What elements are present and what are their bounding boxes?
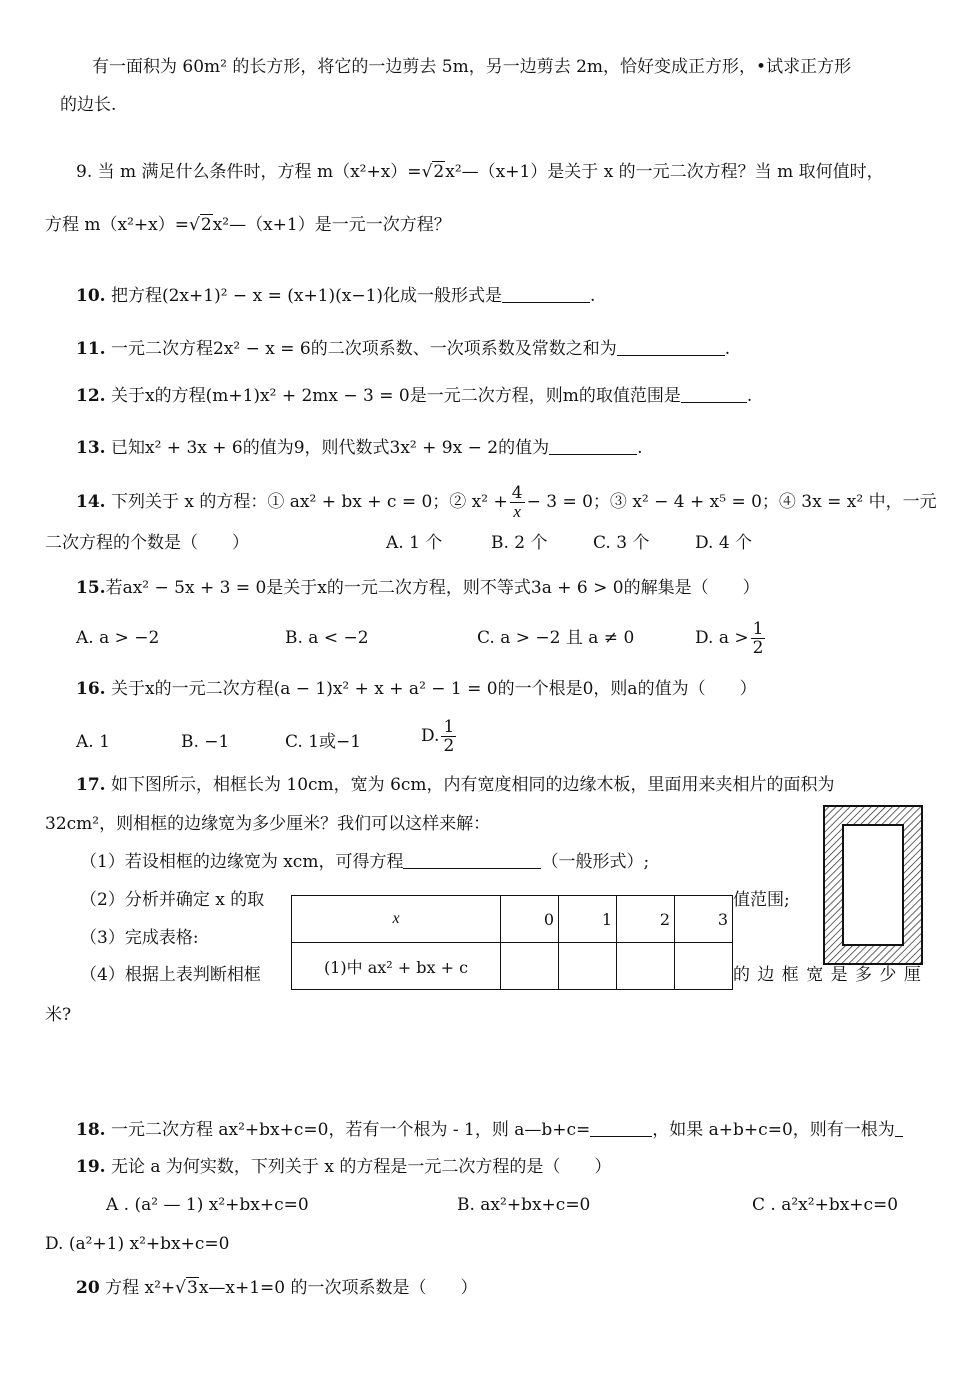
q9-text-b: x²—（x+1）是关于 x 的一元二次方程？当 m 取何值时， bbox=[445, 162, 884, 182]
q16-option-c[interactable]: C. 1或−1 bbox=[285, 732, 362, 752]
table-row-label: (1)中 ax² + bx + c bbox=[292, 943, 501, 990]
q13-answer-blank[interactable] bbox=[549, 436, 637, 455]
q15-option-c[interactable]: C. a > −2 且 a ≠ 0 bbox=[477, 628, 635, 648]
q17-step-4-end: 米? bbox=[45, 1005, 72, 1025]
q13-text: 已知x² + 3x + 6的值为9，则代数式3x² + 9x − 2的值为 bbox=[110, 438, 550, 458]
table-cell-input[interactable] bbox=[559, 943, 617, 990]
q16-option-d[interactable]: D. $\frac{1}{2}$ bbox=[421, 717, 455, 756]
q14-text-a: 下列关于 x 的方程：① ax² + bx + c = 0；② x² + bbox=[110, 492, 508, 512]
q11-text: 一元二次方程2x² − x = 6的二次项系数、一次项系数及常数之和为 bbox=[110, 339, 617, 359]
q12-answer-blank[interactable] bbox=[681, 384, 747, 403]
q9-line2-b: x²—（x+1）是一元一次方程？ bbox=[212, 215, 451, 235]
q18-text-b: ，如果 a+b+c=0，则有一根为 bbox=[652, 1120, 895, 1140]
q15-option-a[interactable]: A. a > −2 bbox=[76, 628, 160, 648]
q13-number: 13. bbox=[76, 438, 106, 458]
q18-text-a: 一元二次方程 ax²+bx+c=0，若有一个根为 - 1，则 a—b+c= bbox=[110, 1120, 591, 1140]
q20-number: 20 bbox=[76, 1278, 100, 1298]
q20-text-b: x—x+1=0 的一次项系数是（ ） bbox=[198, 1278, 478, 1298]
q19-option-c[interactable]: C . a²x²+bx+c=0 bbox=[752, 1195, 899, 1215]
q18-line bbox=[76, 1118, 903, 1142]
q12-number: 12. bbox=[76, 386, 106, 406]
q17-number: 17. bbox=[76, 775, 106, 795]
table-cell-input[interactable] bbox=[501, 943, 559, 990]
fraction-1-over-2: $\frac{1}{2}$ bbox=[752, 619, 764, 658]
q16-text: 关于x的一元二次方程(a − 1)x² + x + a² − 1 = 0的一个根是0，则a的值为（ ） bbox=[110, 679, 757, 699]
q12-line: 12. 关于x的方程(m+1)x² + 2mx − 3 = 0是一元二次方程，则m的取值范围是 . bbox=[76, 386, 753, 406]
q18-number: 18. bbox=[76, 1120, 106, 1140]
q19-number: 19. bbox=[76, 1157, 106, 1177]
q15-number: 15. bbox=[76, 578, 106, 598]
q17-value-table bbox=[291, 895, 733, 990]
q14-line-2: 二次方程的个数是（ ） bbox=[45, 533, 249, 553]
fraction-4-over-x: $\frac{4}{x}$ bbox=[511, 483, 523, 521]
intro-line-2: 的边长. bbox=[60, 95, 117, 115]
q17-step-1: （1）若设相框的边缘宽为 xcm，可得方程 （一般形式）; bbox=[80, 852, 650, 872]
table-header-3: 3 bbox=[675, 896, 733, 943]
q10-text: 把方程(2x+1)² − x = (x+1)(x−1)化成一般形式是 bbox=[110, 286, 503, 306]
q16-line bbox=[76, 677, 757, 701]
table-cell-input[interactable] bbox=[617, 943, 675, 990]
q16-option-a[interactable]: A. 1 bbox=[76, 732, 110, 752]
q13-line: 13. 已知x² + 3x + 6的值为9，则代数式3x² + 9x − 2的值为 . bbox=[76, 438, 643, 458]
q19-line bbox=[76, 1155, 611, 1179]
q10-answer-blank[interactable] bbox=[502, 284, 590, 303]
q14-option-c[interactable]: C. 3 个 bbox=[593, 533, 650, 553]
table-header-x: x bbox=[292, 896, 501, 943]
q9-line2-a: 方程 m（x²+x）= bbox=[45, 215, 190, 235]
q14-line-1 bbox=[76, 484, 937, 521]
table-header-2: 2 bbox=[617, 896, 675, 943]
q9-line-2 bbox=[45, 213, 451, 237]
q19-option-a[interactable]: A . (a² — 1) x²+bx+c=0 bbox=[106, 1195, 309, 1215]
sqrt-2-expression: √2 bbox=[189, 215, 212, 235]
table-row bbox=[292, 896, 733, 943]
q15-text: 若ax² − 5x + 3 = 0是关于x的一元二次方程，则不等式3a + 6 > 0的解集是（ ） bbox=[105, 578, 760, 598]
table-header-0: 0 bbox=[501, 896, 559, 943]
q10-number: 10. bbox=[76, 286, 106, 306]
q14-text-b: − 3 = 0；③ x² − 4 + x⁵ = 0；④ 3x = x² 中，一元 bbox=[526, 492, 937, 512]
q15-option-d[interactable]: D. a > $\frac{1}{2}$ bbox=[695, 619, 764, 658]
q14-number: 14. bbox=[76, 492, 106, 512]
q17-text: 如下图所示，相框长为 10cm，宽为 6cm，内有宽度相同的边缘木板，里面用来夹相片的面积为 bbox=[110, 775, 835, 795]
q11-number: 11. bbox=[76, 339, 106, 359]
photo-frame-diagram bbox=[823, 805, 923, 965]
table-cell-input[interactable] bbox=[675, 943, 733, 990]
q17-step-2: （2）分析并确定 x 的取 bbox=[80, 890, 265, 910]
q10-line: 10. 把方程(2x+1)² − x = (x+1)(x−1)化成一般形式是 . bbox=[76, 286, 596, 306]
q17-step-3: （3）完成表格: bbox=[80, 928, 199, 948]
q19-option-d[interactable]: D. (a²+1) x²+bx+c=0 bbox=[45, 1234, 230, 1254]
sqrt-2-expression: √2 bbox=[421, 162, 445, 182]
q14-option-b[interactable]: B. 2 个 bbox=[491, 533, 548, 553]
q20-text-a: 方程 x²+ bbox=[105, 1278, 176, 1298]
sqrt-3-expression: √3 bbox=[175, 1278, 198, 1298]
q17-step-4-tail: 的 边 框 宽 是 多 少 厘 bbox=[733, 965, 922, 985]
q19-text: 无论 a 为何实数，下列关于 x 的方程是一元二次方程的是（ ） bbox=[110, 1157, 612, 1177]
q16-option-b[interactable]: B. −1 bbox=[181, 732, 230, 752]
q17-step-2-tail: 值范围; bbox=[733, 890, 790, 910]
q12-text: 关于x的方程(m+1)x² + 2mx − 3 = 0是一元二次方程，则m的取值范围是 bbox=[110, 386, 681, 406]
q9-text-a: 9. 当 m 满足什么条件时，方程 m（x²+x）= bbox=[76, 162, 422, 182]
q20-line bbox=[76, 1276, 478, 1300]
q18-root-blank[interactable] bbox=[895, 1118, 903, 1137]
q16-number: 16. bbox=[76, 679, 106, 699]
q11-answer-blank[interactable] bbox=[617, 337, 725, 356]
q17-line-1 bbox=[76, 773, 835, 797]
q19-option-b[interactable]: B. ax²+bx+c=0 bbox=[457, 1195, 591, 1215]
table-header-1: 1 bbox=[559, 896, 617, 943]
q15-option-b[interactable]: B. a < −2 bbox=[285, 628, 369, 648]
q14-option-a[interactable]: A. 1 个 bbox=[386, 533, 443, 553]
table-row bbox=[292, 943, 733, 990]
q17-line-2: 32cm²，则相框的边缘宽为多少厘米？我们可以这样来解： bbox=[45, 814, 491, 834]
q17-equation-blank[interactable] bbox=[403, 850, 541, 869]
q11-line: 11. 一元二次方程2x² − x = 6的二次项系数、一次项系数及常数之和为 . bbox=[76, 339, 731, 359]
q17-step-4: （4）根据上表判断相框 bbox=[80, 965, 261, 985]
intro-line-1: 有一面积为 60m² 的长方形，将它的一边剪去 5m，另一边剪去 2m，恰好变成正方形，•试求正方形 bbox=[92, 57, 852, 77]
q18-answer-blank[interactable] bbox=[590, 1118, 652, 1137]
q9-line-1 bbox=[76, 160, 884, 184]
q15-line bbox=[76, 576, 760, 600]
fraction-1-over-2: $\frac{1}{2}$ bbox=[443, 717, 455, 756]
q14-option-d[interactable]: D. 4 个 bbox=[695, 533, 753, 553]
